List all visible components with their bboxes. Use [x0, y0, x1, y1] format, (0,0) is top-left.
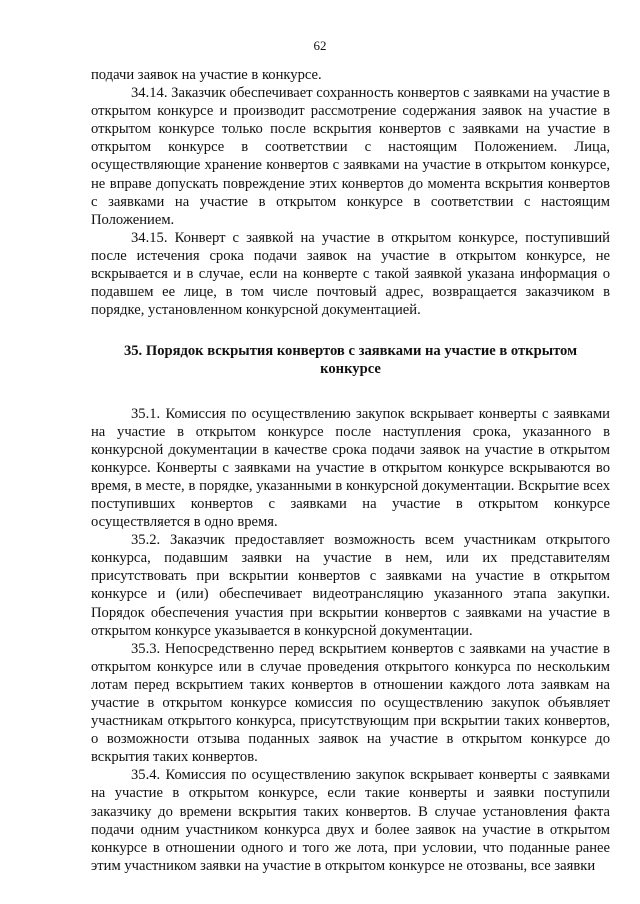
paragraph-35-2: 35.2. Заказчик предоставляет возможность всем участникам открытого конкурса, подавшим заявки на участие в нем, или их представителям присутствовать при вскрытии конвертов с заявками на участие в открытом конкурсе и (или) обеспечивает видеотрансляцию указанного этапа закупки. Порядок обеспечения участия при вскрытии конвертов с заявками на участие в открытом конкурсе указывается в конкурсной документации. — [91, 532, 610, 639]
document-body — [91, 66, 610, 875]
paragraph-35-3: 35.3. Непосредственно перед вскрытием конвертов с заявками на участие в открытом конкурсе или в случае проведения открытого конкурса по нескольким лотам перед вскрытием таких конвертов в отношении каждого лота заявкам на участие в открытом конкурсе комиссия по осуществлению закупок объявляет участникам открытого конкурса, присутствующим при вскрытии таких конвертов, о возможности отзыва поданных заявок на участие в открытом конкурсе до вскрытия таких конвертов. — [91, 640, 610, 766]
paragraph-34-14: 34.14. Заказчик обеспечивает сохранность конвертов с заявками на участие в открытом конкурсе и производит рассмотрение содержания заявок на участие в открытом конкурсе только после вскрытия конвертов с заявками на участие в открытом конкурсе в соответствии с настоящим Положением. Лица, осуществляющие хранение конвертов с заявками на участие в открытом конкурсе, не вправе допускать повреждение этих конвертов до момента вскрытия конвертов с заявками на участие в открытом конкурсе в соответствии с настоящим Положением. — [91, 85, 610, 228]
page-number: 62 — [313, 38, 327, 53]
paragraph-35-1: 35.1. Комиссия по осуществлению закупок вскрывает конверты с заявками на участие в открытом конкурсе после наступления срока, указанного в конкурсной документации в качестве срока подачи заявок на участие в открытом конкурсе. Конверты с заявками на участие в открытом конкурсе вскрываются во время, в месте, в порядке, указанными в конкурсной документации. Вскрытие всех поступивших конвертов с заявками на участие в открытом конкурсе осуществляется в одно время. — [91, 405, 610, 531]
paragraph-34-15: 34.15. Конверт с заявкой на участие в открытом конкурсе, поступивший после истечения срока подачи заявок на участие в открытом конкурсе, не вскрывается и в случае, если на конверте с такой заявкой указана информация о подавшем ее лице, в том числе почтовый адрес, возвращается заказчиком в порядке, установленном конкурсной документацией. — [91, 229, 610, 319]
paragraph-continuation: подачи заявок на участие в конкурсе. — [91, 67, 322, 83]
paragraph-35-4: 35.4. Комиссия по осуществлению закупок вскрывает конверты с заявками на участие в открытом конкурсе, если такие конверты и заявки поступили заказчику до времени вскрытия таких конвертов. В случае установления факта подачи одним участником конкурса двух и более заявок на участие в открытом конкурсе в отношении одного и того же лота, при условии, что поданные ранее этим участником заявки на участие в открытом конкурсе не отозваны, все заявки — [91, 767, 610, 874]
section-heading-35: 35. Порядок вскрытия конвертов с заявками на участие в открытом конкурсе — [123, 343, 578, 378]
